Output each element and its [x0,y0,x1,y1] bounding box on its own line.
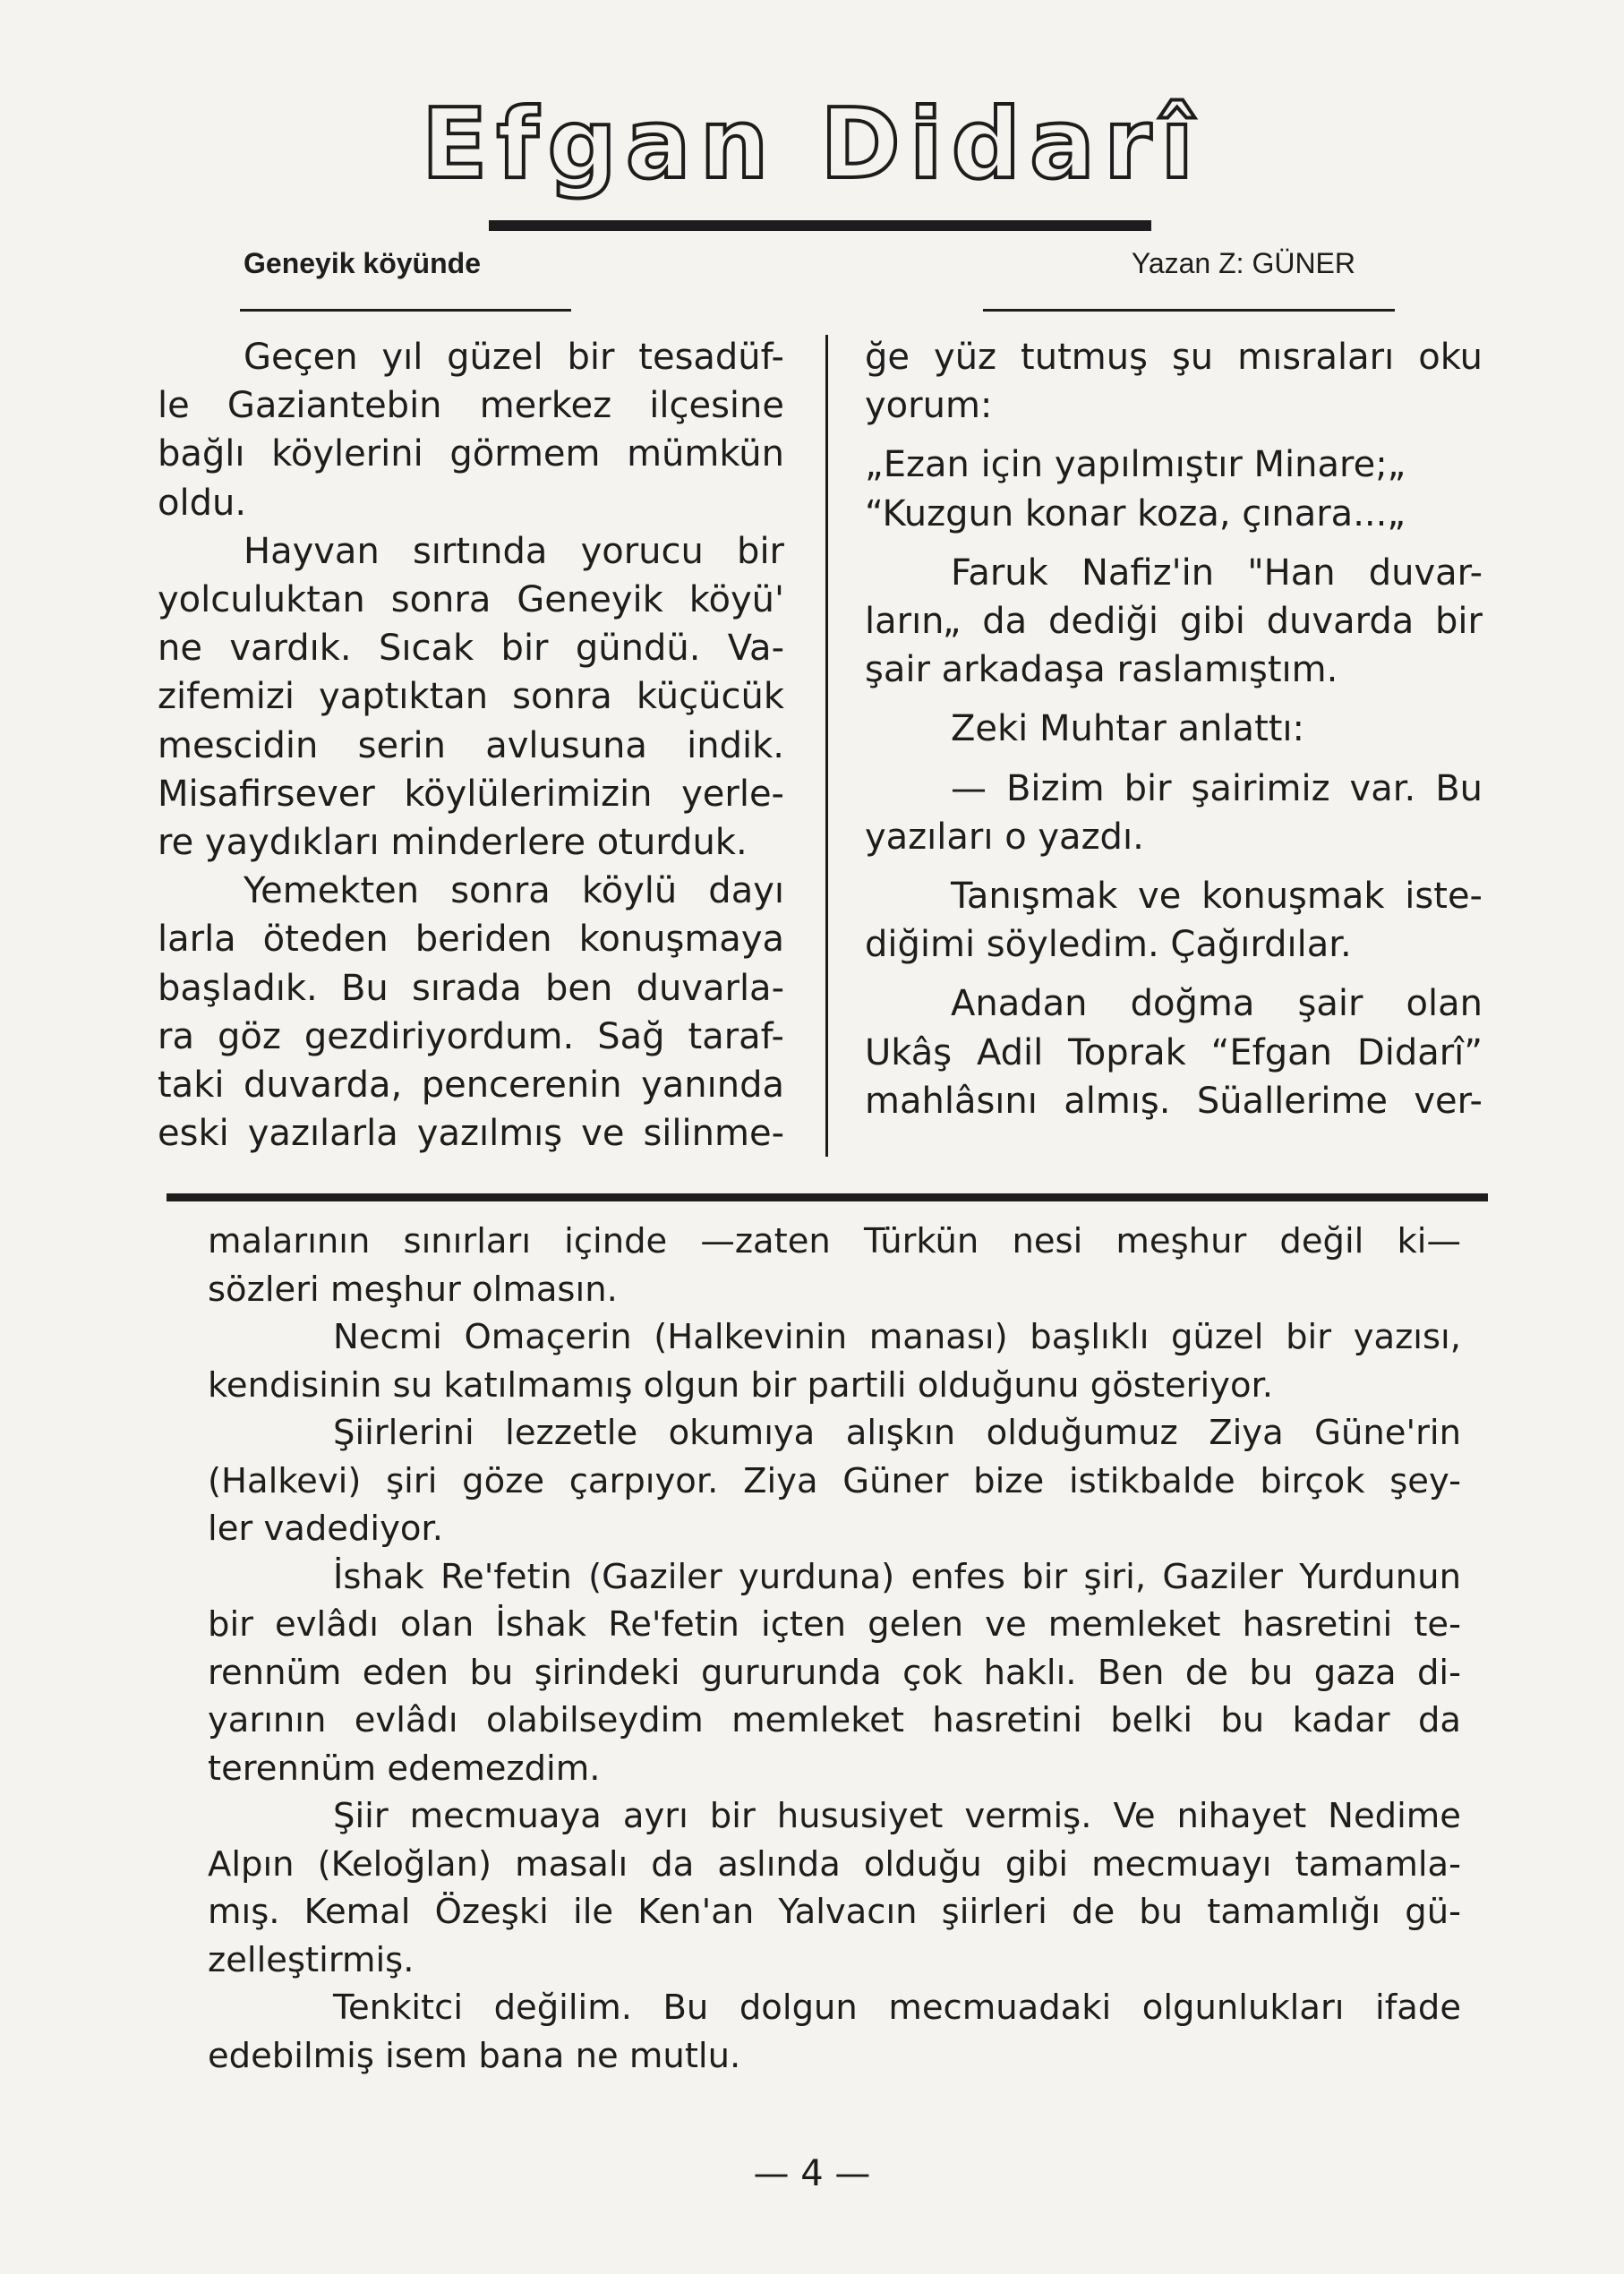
text-line: taki duvarda, pencerenin yanında [158,1064,784,1107]
text-line: Ukâş Adil Toprak “Efgan Didarî” [865,1031,1483,1073]
text-line: başladık. Bu sırada ben duvarla- [158,967,784,1009]
text-line: ler vadediyor. [208,1509,443,1549]
text-line: Şiirlerini lezzetle okumıya alışkın olduğumuz Ziya Güne'rin [333,1413,1461,1453]
text-line: ğe yüz tutmuş şu mısraları oku [865,337,1483,378]
text-line: Necmi Omaçerin (Halkevinin manası) başlıklı güzel bir yazısı, [333,1317,1461,1357]
text-line: terennüm edemezdim. [208,1748,601,1789]
column-divider [825,335,828,1157]
location-line: Geneyik köyünde [244,247,481,279]
text-line: Alpın (Keloğlan) masalı da aslında olduğu gibi mecmuayı tamamla- [208,1843,1461,1885]
text-line: Tenkitci değilim. Bu dolgun mecmuadaki olgunlukları ifade [333,1988,1461,2028]
text-line: le Gaziantebin merkez ilçesine [158,385,784,427]
title-rule [489,220,1151,231]
text-line: Tanışmak ve konuşmak iste- [951,876,1483,918]
text-line: Zeki Muhtar anlattı: [951,708,1305,750]
text-line: diğimi söyledim. Çağırdılar. [865,924,1352,966]
text-line: sözleri meşhur olmasın. [208,1269,618,1310]
verse-line: “Kuzgun konar koza, çınara...„ [865,492,1406,534]
text-line: yolculuktan sonra Geneyik köyü' [158,579,784,621]
lower-body-text [208,1218,1461,2080]
text-line: Faruk Nafiz'in "Han duvar- [951,551,1483,594]
text-line: mahlâsını almış. Süallerime ver- [865,1080,1483,1122]
text-line: — Bizim bir şairimiz var. Bu [951,767,1483,809]
text-line: Hayvan sırtında yorucu bir [244,530,784,572]
text-line: yarının evlâdı olabilseydim memleket hasretini belki bu kadar da [208,1700,1461,1740]
text-line: İshak Re'fetin (Gaziler yurduna) enfes bir şiri, Gaziler Yurdunun [333,1556,1461,1597]
text-line: yorum: [865,385,993,427]
text-line: oldu. [158,482,247,524]
text-line: ne vardık. Sıcak bir gündü. Va- [158,628,784,670]
text-line: kendisinin su katılmamış olgun bir partili olduğunu gösteriyor. [208,1364,1274,1406]
text-line: Misafirsever köylülerimizin yerle- [158,773,784,815]
text-line: re yaydıkları minderlere oturduk. [158,822,748,864]
location-rule [240,309,571,312]
author-rule [983,309,1395,312]
article-title: Efgan Didarî [421,89,1203,201]
author-line: Yazan Z: GÜNER [1131,247,1355,279]
text-line: mış. Kemal Özeşki ile Ken'an Yalvacın şiirleri de bu tamamlığı gü- [208,1892,1461,1932]
text-line: larla öteden beriden konuşmaya [158,919,784,961]
text-line: bir evlâdı olan İshak Re'fetin içten gelen ve memleket hasretini te- [208,1604,1461,1645]
text-line: şair arkadaşa raslamıştım. [865,649,1338,691]
text-line: Yemekten sonra köylü dayı [244,870,784,912]
text-line: (Halkevi) şiri göze çarpıyor. Ziya Güner bize istikbalde birçok şey- [208,1460,1461,1501]
text-line: ra göz gezdiriyordum. Sağ taraf- [158,1015,784,1057]
text-line: eski yazılarla yazılmış ve silinme- [158,1113,784,1155]
section-rule [167,1193,1488,1201]
text-line: zifemizi yaptıktan sonra küçücük [158,676,784,718]
page-number: — 4 — [753,2153,871,2194]
text-line: Geçen yıl güzel bir tesadüf- [244,337,784,378]
text-line: rennüm eden bu şirindeki gururunda çok haklı. Ben de bu gaza di- [208,1652,1461,1693]
text-line: Anadan doğma şair olan [951,983,1483,1025]
text-line: Şiir mecmuaya ayrı bir hususiyet vermiş. Ve nihayet Nedime [333,1796,1461,1836]
text-line: edebilmiş isem bana ne mutlu. [208,2035,741,2076]
left-column [158,333,784,1158]
text-line: mescidin serin avlusuna indik. [158,724,784,766]
verse-line: „Ezan için yapılmıştır Minare;„ [865,444,1406,486]
text-line: ların„ da dediği gibi duvarda bir [865,601,1483,643]
text-line: bağlı köylerini görmem mümkün [158,433,784,475]
text-line: zelleştirmiş. [208,1939,415,1980]
text-line: yazıları o yazdı. [865,816,1144,858]
right-column [865,333,1483,1125]
text-line: malarının sınırları içinde —zaten Türkün nesi meşhur değil ki— [208,1221,1461,1261]
